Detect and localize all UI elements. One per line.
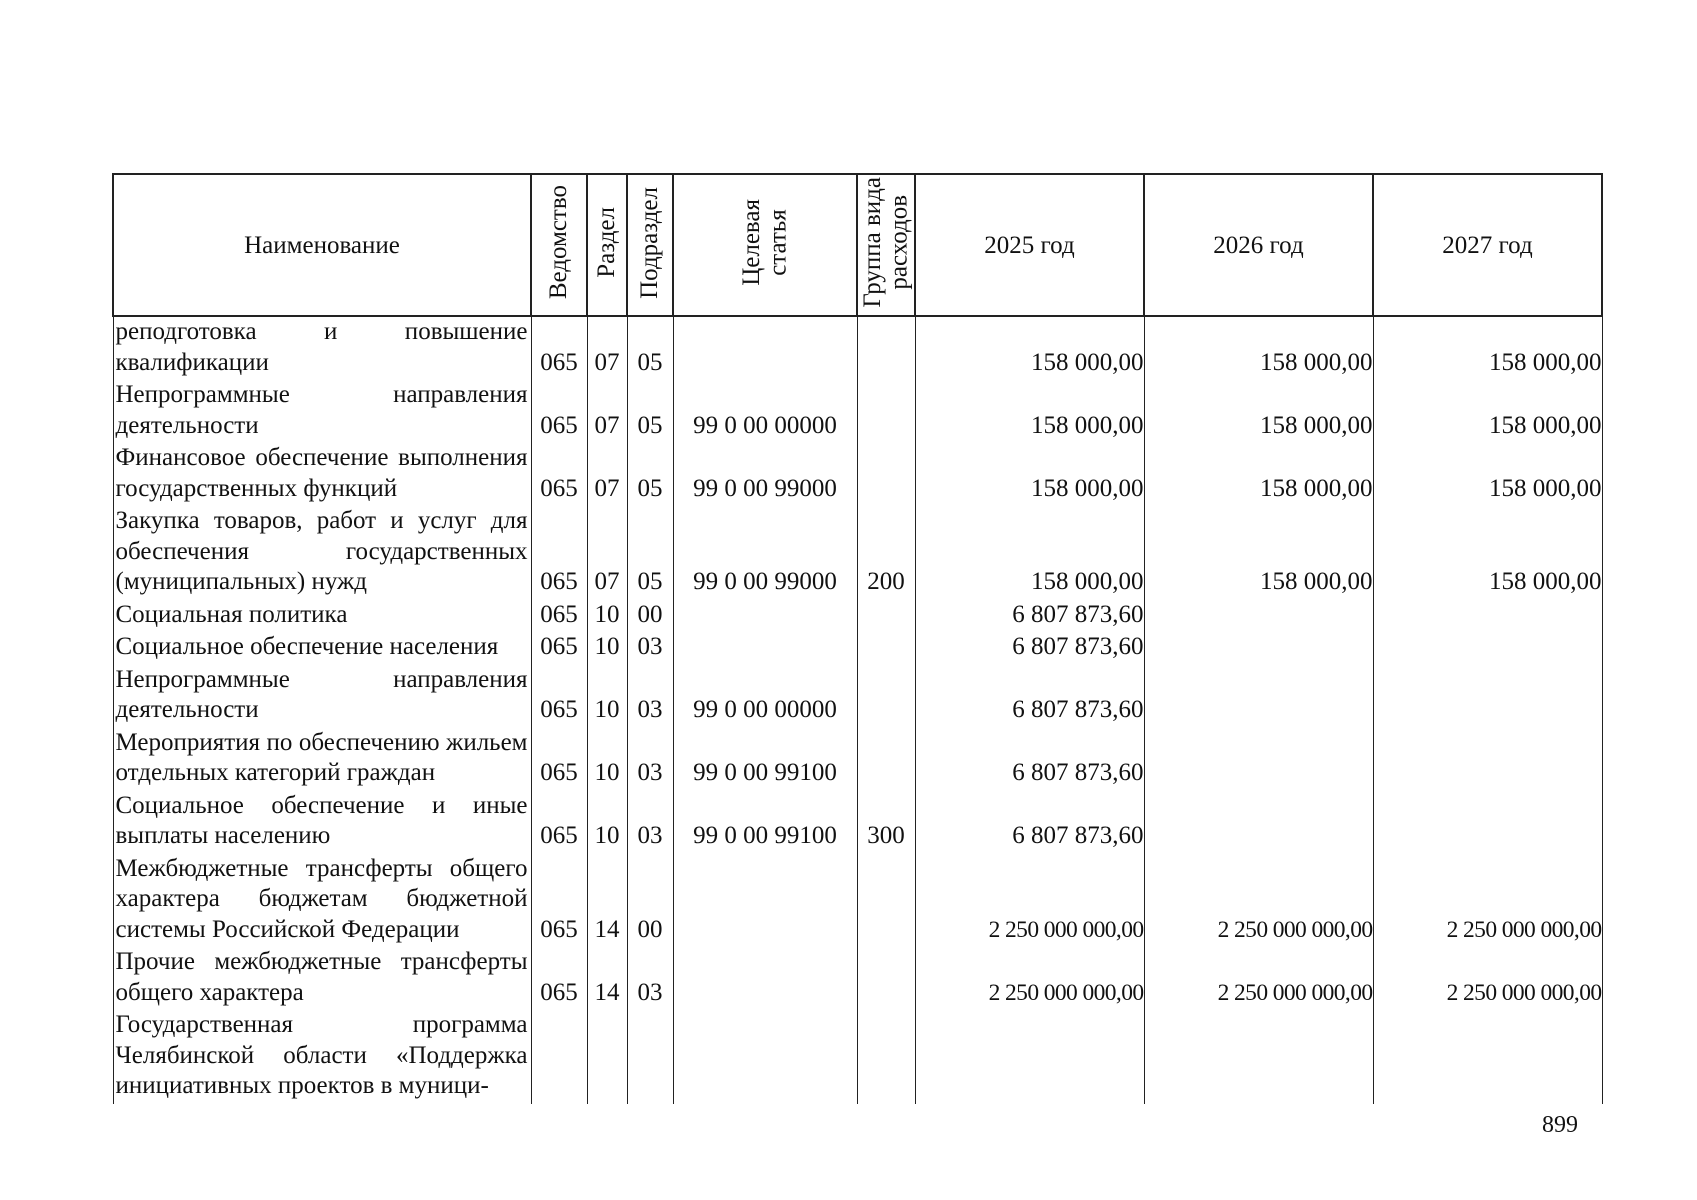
row-2026: 158 000,00	[1144, 443, 1373, 506]
table-row	[113, 947, 1602, 1010]
row-2027	[1373, 791, 1602, 854]
row-2025: 158 000,00	[915, 316, 1144, 380]
row-2026: 2 250 000 000,00	[1144, 854, 1373, 948]
row-target: 99 0 00 99000	[673, 443, 857, 506]
row-2025: 2 250 000 000,00	[915, 854, 1144, 948]
row-2026: 2 250 000 000,00	[1144, 947, 1373, 1010]
budget-table	[112, 173, 1603, 1104]
row-dept: 065	[531, 316, 587, 380]
row-dept: 065	[531, 443, 587, 506]
row-2025: 6 807 873,60	[915, 665, 1144, 728]
row-subsection: 03	[627, 947, 673, 1010]
row-2025	[915, 1010, 1144, 1104]
row-2026: 158 000,00	[1144, 380, 1373, 443]
row-name: Социальное обеспечение населения	[113, 632, 531, 665]
row-name: Государственная программа Челябинской области «Поддержка инициативных проектов в муници-	[113, 1010, 531, 1104]
row-subsection: 03	[627, 632, 673, 665]
row-2026	[1144, 665, 1373, 728]
header-section: Раздел	[587, 174, 627, 316]
row-section	[587, 1010, 627, 1104]
table-row	[113, 854, 1602, 948]
row-subsection: 05	[627, 506, 673, 600]
row-2025: 6 807 873,60	[915, 791, 1144, 854]
row-section: 07	[587, 380, 627, 443]
row-section: 10	[587, 791, 627, 854]
header-name: Наименование	[113, 174, 531, 316]
row-group	[857, 854, 915, 948]
row-group	[857, 316, 915, 380]
header-dept: Ведомство	[531, 174, 587, 316]
row-2025: 158 000,00	[915, 443, 1144, 506]
row-subsection: 05	[627, 380, 673, 443]
table-row	[113, 632, 1602, 665]
row-target: 99 0 00 99100	[673, 728, 857, 791]
row-2026: 158 000,00	[1144, 506, 1373, 600]
table-row	[113, 443, 1602, 506]
table-row	[113, 316, 1602, 380]
row-name: реподготовка и повышение квалификации	[113, 316, 531, 380]
row-2025: 2 250 000 000,00	[915, 947, 1144, 1010]
row-group: 200	[857, 506, 915, 600]
table-header	[113, 174, 1602, 316]
row-group	[857, 1010, 915, 1104]
row-subsection: 05	[627, 443, 673, 506]
row-group	[857, 632, 915, 665]
row-dept: 065	[531, 947, 587, 1010]
row-2026	[1144, 728, 1373, 791]
row-subsection: 03	[627, 728, 673, 791]
row-2026	[1144, 600, 1373, 633]
table-row	[113, 380, 1602, 443]
table-row	[113, 791, 1602, 854]
row-dept: 065	[531, 380, 587, 443]
row-name: Межбюджетные трансферты общего характера бюджетам бюджетной системы Российской Федерации	[113, 854, 531, 948]
row-group	[857, 947, 915, 1010]
row-2027: 158 000,00	[1373, 443, 1602, 506]
row-group	[857, 665, 915, 728]
header-2025: 2025 год	[915, 174, 1144, 316]
header-target: Целевая статья	[673, 174, 857, 316]
row-target	[673, 947, 857, 1010]
row-dept: 065	[531, 728, 587, 791]
table-row	[113, 506, 1602, 600]
row-2025: 158 000,00	[915, 380, 1144, 443]
row-section: 07	[587, 443, 627, 506]
row-target	[673, 316, 857, 380]
row-subsection: 03	[627, 665, 673, 728]
row-2025: 6 807 873,60	[915, 600, 1144, 633]
row-2025: 158 000,00	[915, 506, 1144, 600]
row-group	[857, 600, 915, 633]
row-dept: 065	[531, 506, 587, 600]
row-name: Непрограммные направления деятельности	[113, 380, 531, 443]
row-subsection	[627, 1010, 673, 1104]
row-2027: 158 000,00	[1373, 316, 1602, 380]
row-section: 10	[587, 665, 627, 728]
row-target: 99 0 00 00000	[673, 380, 857, 443]
row-section: 10	[587, 728, 627, 791]
row-name: Финансовое обеспечение выполнения государственных функций	[113, 443, 531, 506]
row-group	[857, 380, 915, 443]
row-group: 300	[857, 791, 915, 854]
row-target	[673, 854, 857, 948]
row-target	[673, 1010, 857, 1104]
row-target	[673, 632, 857, 665]
row-dept: 065	[531, 854, 587, 948]
table-row	[113, 665, 1602, 728]
table-row	[113, 728, 1602, 791]
row-2026: 158 000,00	[1144, 316, 1373, 380]
row-group	[857, 728, 915, 791]
row-subsection: 03	[627, 791, 673, 854]
row-2027: 158 000,00	[1373, 506, 1602, 600]
row-2027	[1373, 665, 1602, 728]
row-dept: 065	[531, 665, 587, 728]
row-section: 10	[587, 600, 627, 633]
row-subsection: 00	[627, 600, 673, 633]
table-row	[113, 1010, 1602, 1104]
row-name: Социальная политика	[113, 600, 531, 633]
row-2027: 2 250 000 000,00	[1373, 854, 1602, 948]
row-subsection: 05	[627, 316, 673, 380]
row-dept: 065	[531, 791, 587, 854]
row-2027	[1373, 632, 1602, 665]
row-target: 99 0 00 00000	[673, 665, 857, 728]
row-section: 14	[587, 947, 627, 1010]
row-section: 07	[587, 316, 627, 380]
row-name: Социальное обеспечение и иные выплаты населению	[113, 791, 531, 854]
table-body	[113, 316, 1602, 1104]
row-name: Непрограммные направления деятельности	[113, 665, 531, 728]
row-2026	[1144, 791, 1373, 854]
row-section: 14	[587, 854, 627, 948]
table-row	[113, 600, 1602, 633]
row-name: Мероприятия по обеспечению жильем отдельных категорий граждан	[113, 728, 531, 791]
row-2026	[1144, 1010, 1373, 1104]
row-section: 07	[587, 506, 627, 600]
row-2025: 6 807 873,60	[915, 728, 1144, 791]
row-dept: 065	[531, 632, 587, 665]
header-subsection: Подраздел	[627, 174, 673, 316]
row-target	[673, 600, 857, 633]
header-2026: 2026 год	[1144, 174, 1373, 316]
header-2027: 2027 год	[1373, 174, 1602, 316]
row-2027	[1373, 728, 1602, 791]
row-target: 99 0 00 99000	[673, 506, 857, 600]
row-section: 10	[587, 632, 627, 665]
row-group	[857, 443, 915, 506]
row-name: Прочие межбюджетные трансферты общего характера	[113, 947, 531, 1010]
page-number: 899	[1542, 1112, 1578, 1138]
row-subsection: 00	[627, 854, 673, 948]
row-2027	[1373, 1010, 1602, 1104]
row-2027: 2 250 000 000,00	[1373, 947, 1602, 1010]
row-dept	[531, 1010, 587, 1104]
row-2027	[1373, 600, 1602, 633]
row-2026	[1144, 632, 1373, 665]
row-name: Закупка товаров, работ и услуг для обеспечения государственных (муниципальных) нужд	[113, 506, 531, 600]
row-2027: 158 000,00	[1373, 380, 1602, 443]
row-2025: 6 807 873,60	[915, 632, 1144, 665]
header-group: Группа вида расходов	[857, 174, 915, 316]
row-dept: 065	[531, 600, 587, 633]
row-target: 99 0 00 99100	[673, 791, 857, 854]
